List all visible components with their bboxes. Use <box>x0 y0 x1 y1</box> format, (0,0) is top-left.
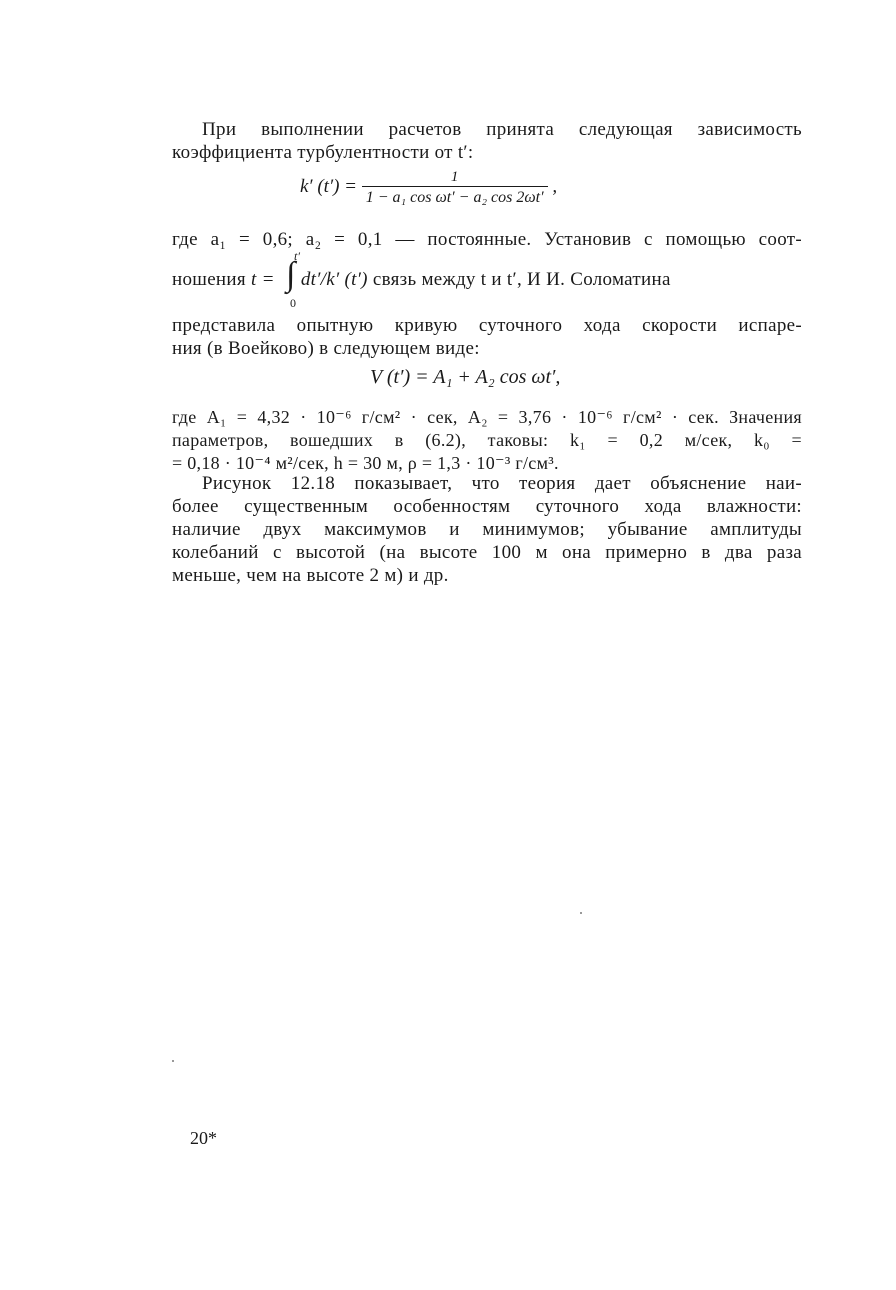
integral-sign-icon: ∫ <box>286 256 296 293</box>
integral-integrand: dt′/k′ (t′) <box>300 269 368 290</box>
text-fragment: ношения <box>172 269 251 290</box>
text-line: где a₁ = 0,6; a₂ = 0,1 — постоянные. Установив с помощью соот- <box>172 229 802 250</box>
text-line: коэффициента турбулентности от t′: <box>172 142 474 163</box>
text-line: наличие двух максимумов и минимумов; убывание амплитуды <box>172 519 802 540</box>
text-line: ния (в Воейково) в следующем виде: <box>172 338 480 359</box>
page-number: 20* <box>190 1128 217 1148</box>
formula-lhs: k′ (t′) = <box>300 175 362 197</box>
formula-tail: , <box>552 175 558 197</box>
text-line: где A₁ = 4,32 · 10⁻⁶ г/см² · сек, A₂ = 3,76 · 10⁻⁶ г/см² · сек. Значения <box>172 407 802 427</box>
paragraph-constants <box>172 228 802 251</box>
paragraph-figure-discussion <box>172 472 802 587</box>
paragraph-integral-line <box>172 268 802 291</box>
speck-mark <box>580 912 582 914</box>
text-line: колебаний с высотой (на высоте 100 м она примерно в два раза <box>172 542 802 563</box>
formula-fraction <box>362 168 548 207</box>
text-line: параметров, вошедших в (6.2), таковы: k₁ = 0,2 м/сек, k₀ = <box>172 430 802 450</box>
formula-text: V (t′) = A₁ + A₂ cos ωt′, <box>370 366 561 388</box>
text-line: Рисунок 12.18 показывает, что теория дает объяснение наи- <box>202 473 802 494</box>
text-line <box>172 268 802 291</box>
formula-v-of-t <box>370 366 560 389</box>
integral-upper-limit: t′ <box>294 249 300 263</box>
text-line: представила опытную кривую суточного хода скорости испаре- <box>172 315 802 336</box>
text-line: = 0,18 · 10⁻⁴ м²/сек, h = 30 м, ρ = 1,3 · 10⁻³ г/см³. <box>172 453 559 473</box>
text-line: меньше, чем на высоте 2 м) и др. <box>172 565 449 586</box>
fraction-denominator: 1 − a₁ cos ωt′ − a₂ cos 2ωt′ <box>362 186 548 207</box>
formula-k-of-t <box>300 168 557 207</box>
integral-lhs: t = <box>250 269 280 290</box>
text-line: более существенным особенностям суточного хода влажности: <box>172 496 802 517</box>
paragraph-turbulence-intro <box>172 118 802 164</box>
text-line: При выполнении расчетов принята следующая зависимость <box>202 119 802 140</box>
fraction-numerator: 1 <box>450 169 459 185</box>
speck-mark <box>172 1060 174 1062</box>
paragraph-parameters <box>172 406 802 475</box>
paragraph-curve-intro <box>172 314 802 360</box>
integral-lower-limit: 0 <box>290 296 296 310</box>
text-fragment: связь между t и t′, И И. Соломатина <box>372 269 671 290</box>
